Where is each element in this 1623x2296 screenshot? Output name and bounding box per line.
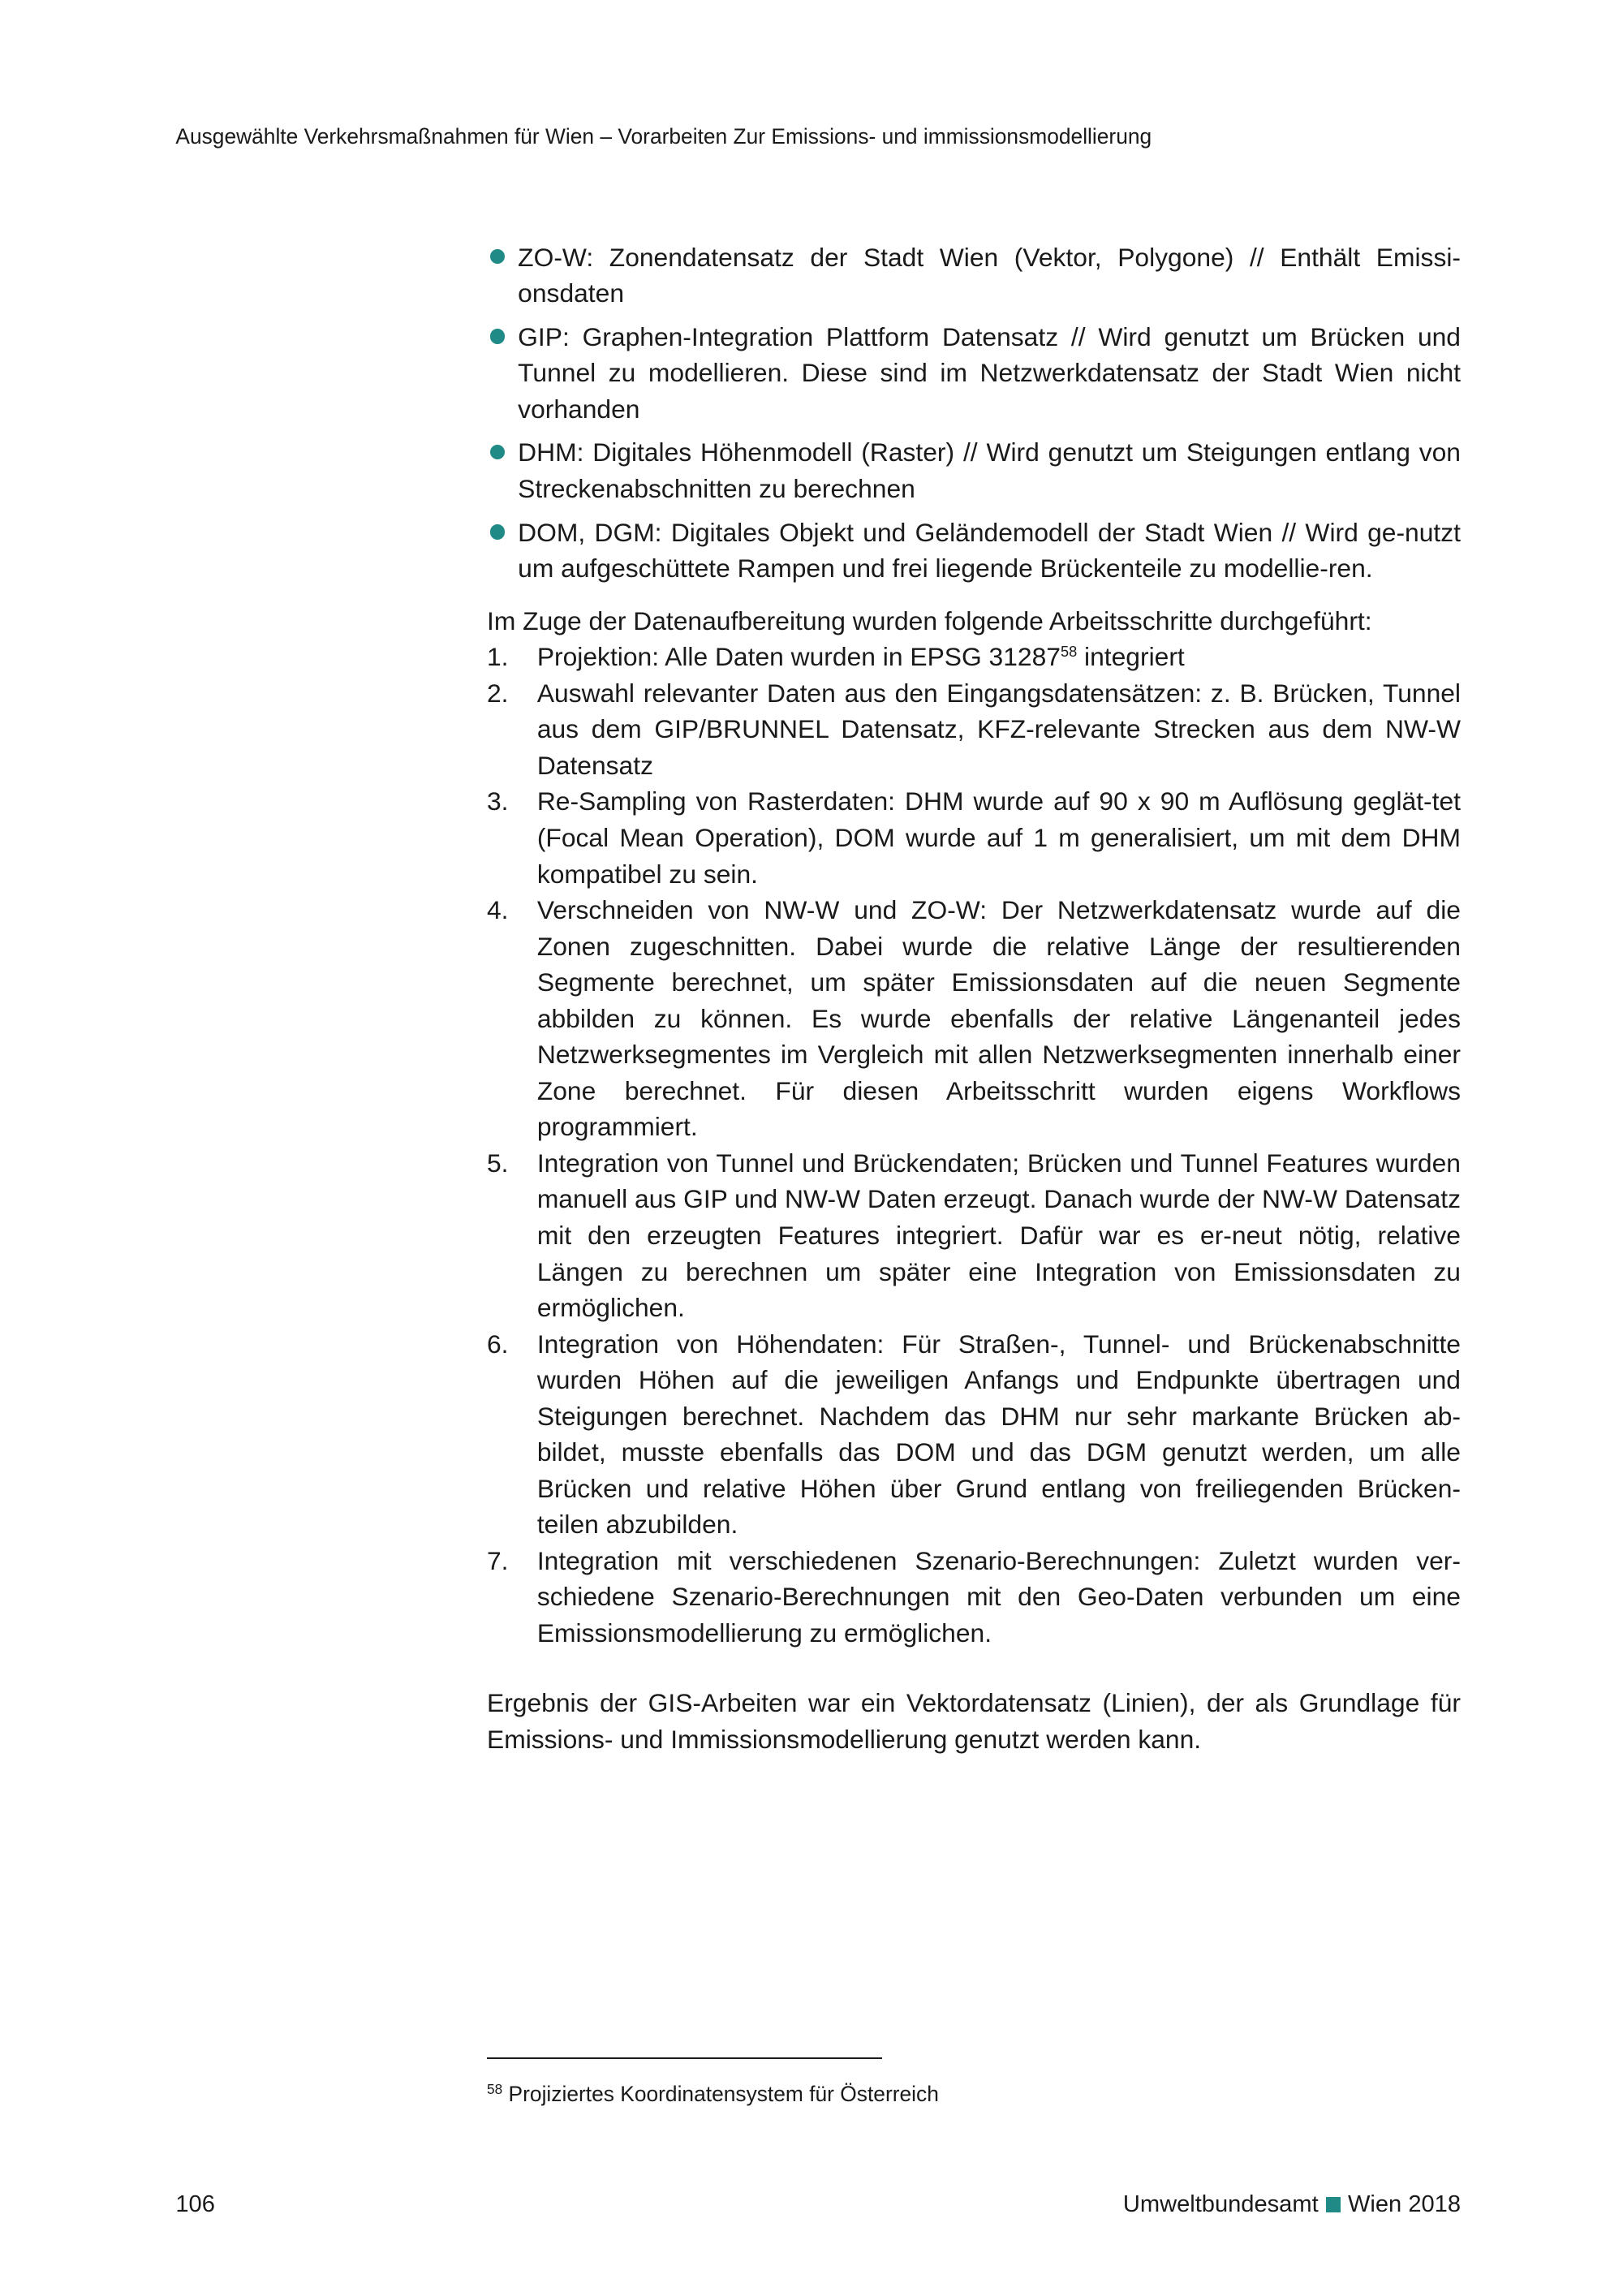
place-year: Wien 2018 bbox=[1347, 2191, 1462, 2218]
list-item bbox=[487, 239, 1461, 312]
footnote-text: Projiziertes Koordinatensystem für Österreich bbox=[508, 2082, 939, 2107]
step-text: Auswahl relevanter Daten aus den Eingangsdatensätzen: z. B. Brücken, Tunnel aus dem GIP/BRUNNEL Datensatz, KFZ-relevante Strecken aus dem NW-W Datensatz bbox=[536, 678, 1461, 780]
list-item bbox=[487, 434, 1461, 506]
step-number: 2. bbox=[487, 678, 509, 708]
square-icon bbox=[1326, 2197, 1341, 2212]
bullet-icon bbox=[490, 249, 505, 264]
step-number: 4. bbox=[487, 895, 509, 925]
step-text-continued: integriert bbox=[1077, 642, 1185, 672]
imprint bbox=[1123, 2191, 1461, 2218]
bullet-icon bbox=[490, 524, 505, 539]
publisher-name: Umweltbundesamt bbox=[1122, 2191, 1319, 2218]
running-header: Ausgewählte Verkehrsmaßnahmen für Wien – Vorarbeiten Zur Emissions- und immissionsmodellierung bbox=[175, 123, 1152, 149]
dataset-bullet-list bbox=[487, 239, 1461, 587]
step-number: 7. bbox=[487, 1545, 509, 1575]
footnote-divider bbox=[487, 2057, 882, 2059]
step-text: Integration mit verschiedenen Szenario-Berechnungen: Zuletzt wurden ver-schiedene Szenario-Berechnungen mit den Geo-Daten verbunden um eine Emissionsmodellierung zu ermöglichen. bbox=[536, 1545, 1461, 1648]
list-item bbox=[487, 892, 1461, 1145]
list-item bbox=[487, 1145, 1461, 1326]
step-number: 6. bbox=[487, 1329, 509, 1359]
steps-intro: Im Zuge der Datenaufbereitung wurden folgende Arbeitsschritte durchgeführt: bbox=[487, 605, 1372, 635]
footnote-reference[interactable]: 58 bbox=[1060, 644, 1078, 661]
step-number: 3. bbox=[487, 786, 509, 816]
result-paragraph: Ergebnis der GIS-Arbeiten war ein Vektordatensatz (Linien), der als Grundlage für Emissions- und Immissionsmodellierung genutzt werden kann. bbox=[487, 1688, 1461, 1754]
step-text: Integration von Höhendaten: Für Straßen-, Tunnel- und Brückenabschnitte wurden Höhen auf die jeweiligen Anfangs und Endpunkte übertragen und Steigungen berechnet. Nachdem das DHM nur sehr markante Brücken ab-bildet, musste ebenfalls das DOM und das DGM genutzt werden, um alle Brücken und relative Höhen über Grund entlang von freiliegenden Brücken-teilen abzubilden. bbox=[536, 1329, 1461, 1540]
list-item bbox=[487, 675, 1461, 784]
bullet-text: DHM: Digitales Höhenmodell (Raster) // Wird genutzt um Steigungen entlang von Streckenabschnitten zu berechnen bbox=[518, 437, 1461, 503]
processing-steps-list bbox=[487, 639, 1461, 1651]
list-item bbox=[487, 319, 1461, 428]
list-item bbox=[487, 639, 1461, 675]
list-item bbox=[487, 1326, 1461, 1543]
list-item bbox=[487, 1543, 1461, 1652]
footnote bbox=[487, 2082, 939, 2107]
step-text: Verschneiden von NW-W und ZO-W: Der Netzwerkdatensatz wurde auf die Zonen zugeschnitten. Dabei wurde die relative Länge der resultierenden Segmente berechnet, um später Emissionsdaten auf die neuen Segmente abbilden zu können. Es wurde ebenfalls der relative Längenanteil jedes Netzwerksegmentes im Vergleich mit allen Netzwerksegmenten innerhalb einer Zone berechnet. Für diesen Arbeitsschritt wurden eigens Workflows programmiert. bbox=[536, 895, 1461, 1142]
list-item bbox=[487, 515, 1461, 587]
step-text: Projektion: Alle Daten wurden in EPSG 31287 bbox=[536, 642, 1061, 672]
step-number: 5. bbox=[487, 1148, 509, 1178]
bullet-text: GIP: Graphen-Integration Plattform Datensatz // Wird genutzt um Brücken und Tunnel zu modellieren. Diese sind im Netzwerkdatensatz der Stadt Wien nicht vorhanden bbox=[518, 321, 1461, 424]
step-number: 1. bbox=[487, 642, 509, 672]
main-content bbox=[487, 239, 1461, 1758]
footnote-mark: 58 bbox=[487, 2081, 503, 2098]
bullet-icon bbox=[490, 445, 505, 459]
bullet-icon bbox=[490, 329, 505, 343]
page-number: 106 bbox=[175, 2191, 215, 2218]
step-text: Integration von Tunnel und Brückendaten; Brücken und Tunnel Features wurden manuell aus GIP und NW-W Daten erzeugt. Danach wurde der NW-W Datensatz mit den erzeugten Features integriert. Dafür war es er-neut nötig, relative Längen zu berechnen um später eine Integration von Emissionsdaten zu ermöglichen. bbox=[536, 1148, 1461, 1323]
list-item bbox=[487, 783, 1461, 892]
bullet-text: DOM, DGM: Digitales Objekt und Geländemodell der Stadt Wien // Wird ge-nutzt um aufgeschüttete Rampen und frei liegende Brückenteile zu modellie-ren. bbox=[518, 517, 1461, 584]
step-text: Re-Sampling von Rasterdaten: DHM wurde auf 90 x 90 m Auflösung geglät-tet (Focal Mean Operation), DOM wurde auf 1 m generalisiert, um mit dem DHM kompatibel zu sein. bbox=[536, 786, 1461, 889]
bullet-text: ZO-W: Zonendatensatz der Stadt Wien (Vektor, Polygone) // Enthält Emissi-onsdaten bbox=[518, 242, 1461, 308]
